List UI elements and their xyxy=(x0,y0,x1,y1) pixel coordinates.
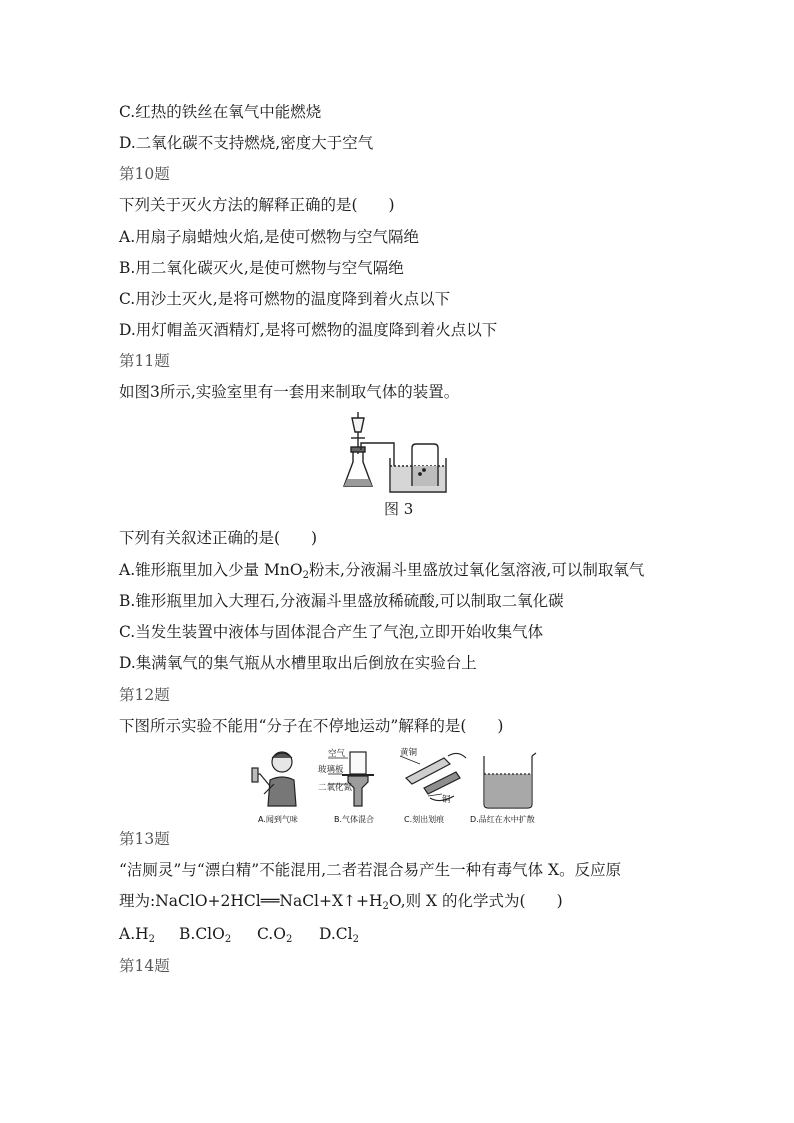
label-air: 空气 xyxy=(328,749,346,759)
q13-option-a xyxy=(119,924,179,944)
q13-stem-line1: “洁厕灵”与“漂白精”不能混用,二者若混合易产生一种有毒气体 X。反应原 xyxy=(119,861,622,879)
q13-option-b xyxy=(179,924,257,944)
q12-stem: 下图所示实验不能用“分子在不停地运动”解释的是( ) xyxy=(119,717,504,735)
q11-stem: 下列有关叙述正确的是( ) xyxy=(119,529,318,547)
q13-heading: 第13题 xyxy=(119,830,170,848)
q13-stem-line2 xyxy=(119,891,563,911)
panel-d-beaker xyxy=(484,753,536,808)
gas-apparatus-figure xyxy=(338,410,456,494)
q13-option-d-sub: 2 xyxy=(352,934,359,945)
panel-b-caption: B.气体混合 xyxy=(334,815,375,824)
panel-c-caption: C.刻出划痕 xyxy=(404,815,445,824)
q13-option-a-text: A.H xyxy=(119,925,149,943)
q11-heading: 第11题 xyxy=(119,352,170,370)
q10-option-a: A.用扇子扇蜡烛火焰,是使可燃物与空气隔绝 xyxy=(119,228,420,246)
q13-option-d-text: D.Cl xyxy=(319,925,353,943)
q10-heading: 第10题 xyxy=(119,165,170,183)
panel-d-caption: D.品红在水中扩散 xyxy=(470,815,535,824)
panel-a-caption: A.闻到气味 xyxy=(258,815,298,824)
label-brass: 黄铜 xyxy=(400,748,418,758)
q13-stem-line2-sub: 2 xyxy=(382,901,389,912)
panel-b-gas-jars xyxy=(328,752,374,806)
q11-option-c: C.当发生装置中液体与固体混合产生了气泡,立即开始收集气体 xyxy=(119,623,544,641)
q13-option-d xyxy=(319,925,359,943)
q9-option-d: D.二氧化碳不支持燃烧,密度大于空气 xyxy=(119,134,374,152)
q14-heading: 第14题 xyxy=(119,957,170,975)
q11-option-b: B.锥形瓶里加入大理石,分液漏斗里盛放稀硫酸,可以制取二氧化碳 xyxy=(119,592,564,610)
q13-option-c-text: C.O xyxy=(257,925,286,943)
panel-a-person-smelling xyxy=(252,752,296,806)
q13-options xyxy=(119,924,359,944)
q12-heading: 第12题 xyxy=(119,686,170,704)
q13-option-c-sub: 2 xyxy=(285,934,293,945)
q10-option-d: D.用灯帽盖灭酒精灯,是将可燃物的温度降到着火点以下 xyxy=(119,321,498,339)
q9-option-c: C.红热的铁丝在氧气中能燃烧 xyxy=(119,103,322,121)
label-nitrogen-dioxide: 二氧化氮 xyxy=(318,783,353,793)
q10-option-b: B.用二氧化碳灭火,是使可燃物与空气隔绝 xyxy=(119,259,404,277)
q11-option-a-pre: A.锥形瓶里加入少量 MnO xyxy=(119,561,303,579)
q11-intro: 如图3所示,实验室里有一套用来制取气体的装置。 xyxy=(119,383,460,401)
q13-option-a-sub: 2 xyxy=(148,934,156,945)
q11-option-a-sub: 2 xyxy=(302,570,309,581)
q10-option-c: C.用沙土灭火,是将可燃物的温度降到着火点以下 xyxy=(119,290,451,308)
q13-option-c xyxy=(257,924,319,944)
q11-option-a xyxy=(119,560,644,580)
q13-option-b-text: B.ClO xyxy=(179,925,225,943)
panel-c-scratch xyxy=(400,753,466,800)
q13-stem-line2-pre: 理为:NaClO+2HCl══NaCl+X↑+H xyxy=(119,892,383,910)
q11-option-d: D.集满氧气的集气瓶从水槽里取出后倒放在实验台上 xyxy=(119,654,477,672)
label-glass-plate: 玻璃板 xyxy=(318,765,344,775)
q13-stem-line2-post: O,则 X 的化学式为( ) xyxy=(388,892,563,910)
figure-3-caption: 图 3 xyxy=(384,500,414,518)
q13-option-b-sub: 2 xyxy=(224,934,232,945)
q10-stem: 下列关于灭火方法的解释正确的是( ) xyxy=(119,196,395,214)
molecule-motion-figure xyxy=(244,744,548,826)
q11-option-a-post: 粉末,分液漏斗里盛放过氧化氢溶液,可以制取氧气 xyxy=(308,561,645,579)
label-copper: 铜 xyxy=(442,795,451,805)
